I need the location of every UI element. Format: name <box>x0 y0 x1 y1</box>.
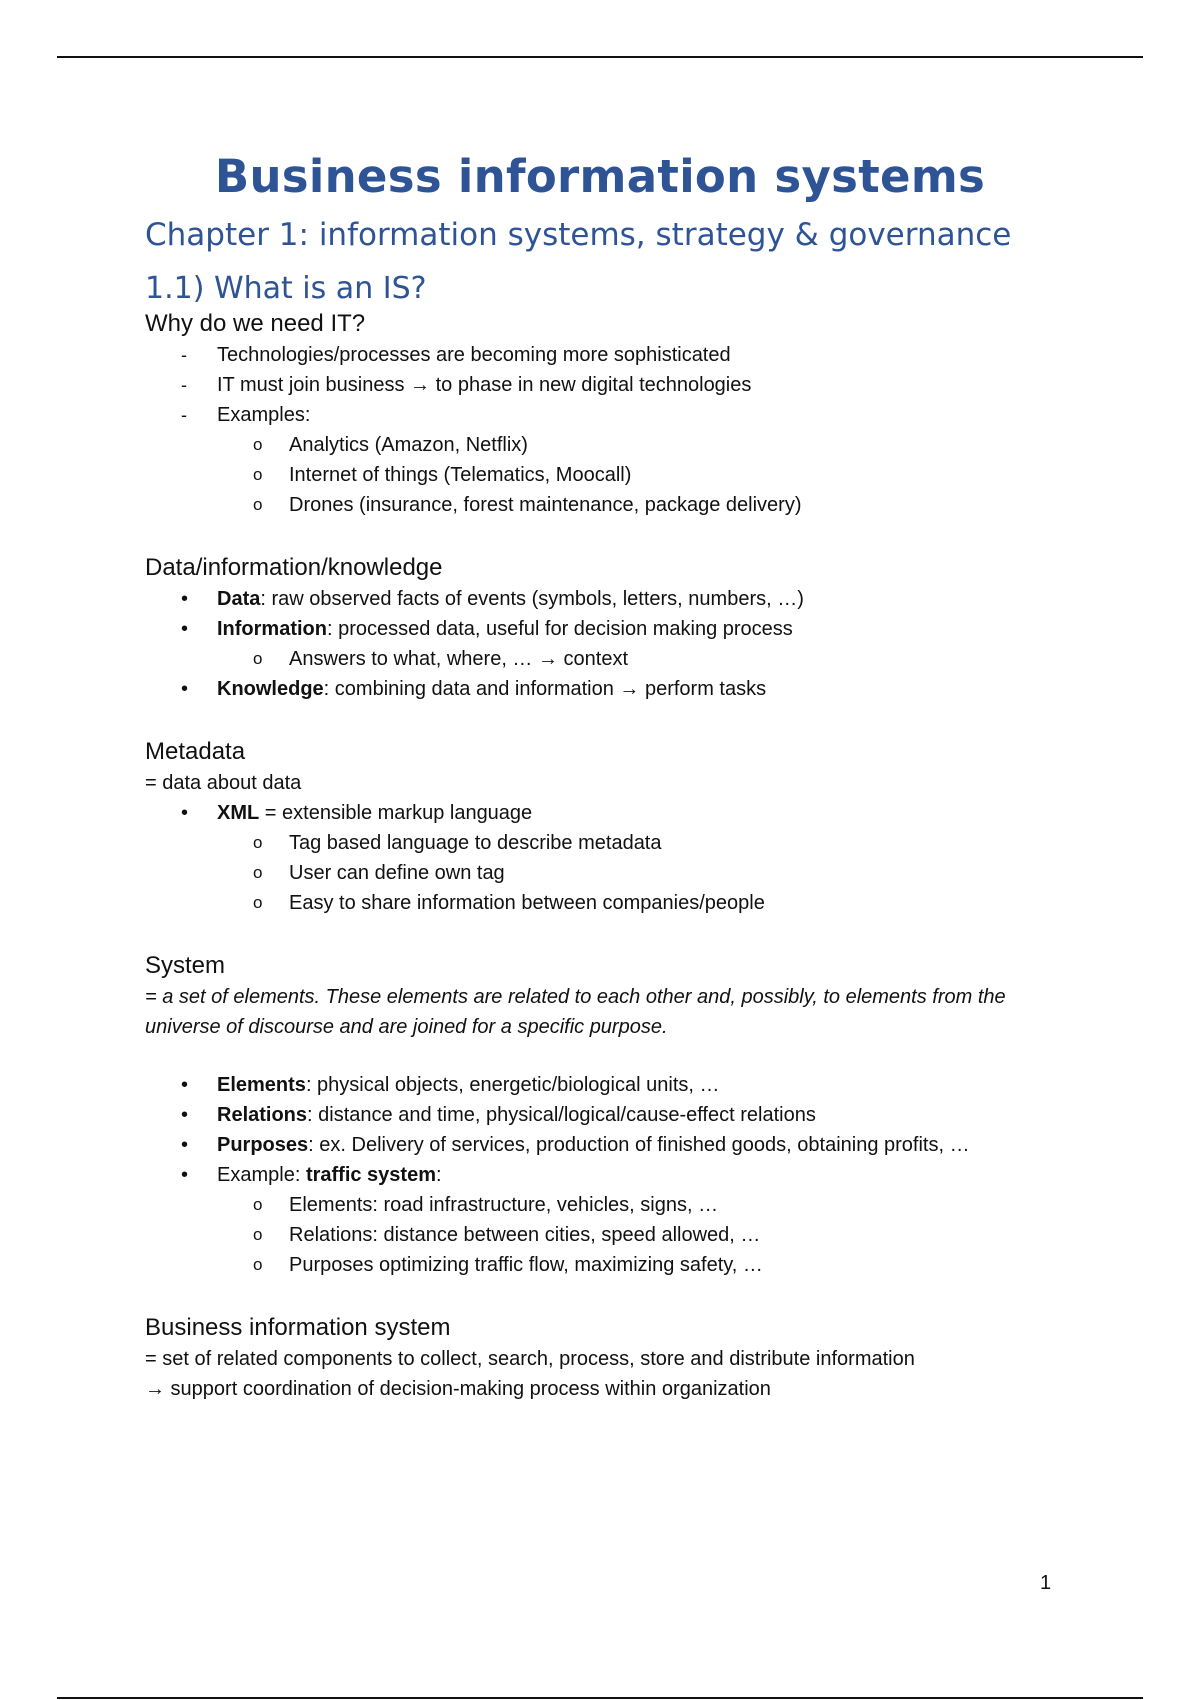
chapter-heading: Chapter 1: information systems, strategy & governance <box>145 217 1012 253</box>
list-item: o User can define own tag <box>145 858 1075 888</box>
list-item: o Relations: distance between cities, speed allowed, … <box>145 1220 1075 1250</box>
list-item: • Relations: distance and time, physical/logical/cause-effect relations <box>145 1100 1075 1130</box>
disc-bullet-icon: • <box>181 1164 189 1186</box>
circle-bullet-icon: o <box>253 1225 263 1244</box>
dash-bullet-icon: - <box>181 375 187 395</box>
document-title: Business information systems <box>214 150 986 203</box>
dik-heading: Data/information/knowledge <box>145 554 443 581</box>
disc-bullet-icon: • <box>181 1134 189 1156</box>
list-item: • Information: processed data, useful for decision making process <box>145 614 1075 644</box>
list-item: o Purposes optimizing traffic flow, maximizing safety, … <box>145 1250 1075 1280</box>
list-item: o Elements: road infrastructure, vehicles, signs, … <box>145 1190 1075 1220</box>
list-item: - IT must join business → to phase in new digital technologies <box>145 370 1075 400</box>
bottom-rule <box>57 1697 1143 1699</box>
page-number: 1 <box>1040 1572 1052 1594</box>
list-item: • Purposes: ex. Delivery of services, production of finished goods, obtaining profits, … <box>145 1130 1075 1160</box>
list-item: • Data: raw observed facts of events (symbols, letters, numbers, …) <box>145 584 1075 614</box>
document-body <box>145 130 1075 1404</box>
disc-bullet-icon: • <box>181 618 189 640</box>
list-item: o Tag based language to describe metadata <box>145 828 1075 858</box>
metadata-definition: = data about data <box>145 772 302 794</box>
list-item: • Example: traffic system: <box>145 1160 1075 1190</box>
list-item: • Knowledge: combining data and information → perform tasks <box>145 674 1075 704</box>
why-it-heading: Why do we need IT? <box>145 310 366 337</box>
system-list <box>145 1070 1075 1280</box>
disc-bullet-icon: • <box>181 1074 189 1096</box>
disc-bullet-icon: • <box>181 802 189 824</box>
list-item: o Internet of things (Telematics, Moocall) <box>145 460 1075 490</box>
bis-heading: Business information system <box>145 1314 451 1341</box>
disc-bullet-icon: • <box>181 588 189 610</box>
list-item: - Technologies/processes are becoming more sophisticated <box>145 340 1075 370</box>
system-heading: System <box>145 952 226 979</box>
dik-list <box>145 584 1075 704</box>
circle-bullet-icon: o <box>253 863 263 882</box>
section-heading: 1.1) What is an IS? <box>145 271 427 306</box>
circle-bullet-icon: o <box>253 465 263 484</box>
why-it-list <box>145 340 1075 520</box>
list-item: • XML = extensible markup language <box>145 798 1075 828</box>
circle-bullet-icon: o <box>253 893 263 912</box>
system-definition: = a set of elements. These elements are related to each other and, possibly, to elements from the universe of discourse and are joined for a specific purpose. <box>145 986 1006 1038</box>
circle-bullet-icon: o <box>253 833 263 852</box>
dash-bullet-icon: - <box>181 345 187 365</box>
list-item: o Analytics (Amazon, Netflix) <box>145 430 1075 460</box>
list-item: • Elements: physical objects, energetic/biological units, … <box>145 1070 1075 1100</box>
list-item: - Examples: <box>145 400 1075 430</box>
disc-bullet-icon: • <box>181 1104 189 1126</box>
circle-bullet-icon: o <box>253 495 263 514</box>
circle-bullet-icon: o <box>253 435 263 454</box>
metadata-heading: Metadata <box>145 738 246 765</box>
circle-bullet-icon: o <box>253 649 263 668</box>
circle-bullet-icon: o <box>253 1255 263 1274</box>
top-rule <box>57 56 1143 58</box>
circle-bullet-icon: o <box>253 1195 263 1214</box>
list-item: o Easy to share information between companies/people <box>145 888 1075 918</box>
metadata-list <box>145 798 1075 918</box>
list-item: o Answers to what, where, … → context <box>145 644 1075 674</box>
bis-definition: = set of related components to collect, search, process, store and distribute information <box>145 1348 915 1370</box>
bis-purpose: → support coordination of decision-making process within organization <box>145 1378 771 1400</box>
dash-bullet-icon: - <box>181 405 187 425</box>
list-item: o Drones (insurance, forest maintenance, package delivery) <box>145 490 1075 520</box>
disc-bullet-icon: • <box>181 678 189 700</box>
